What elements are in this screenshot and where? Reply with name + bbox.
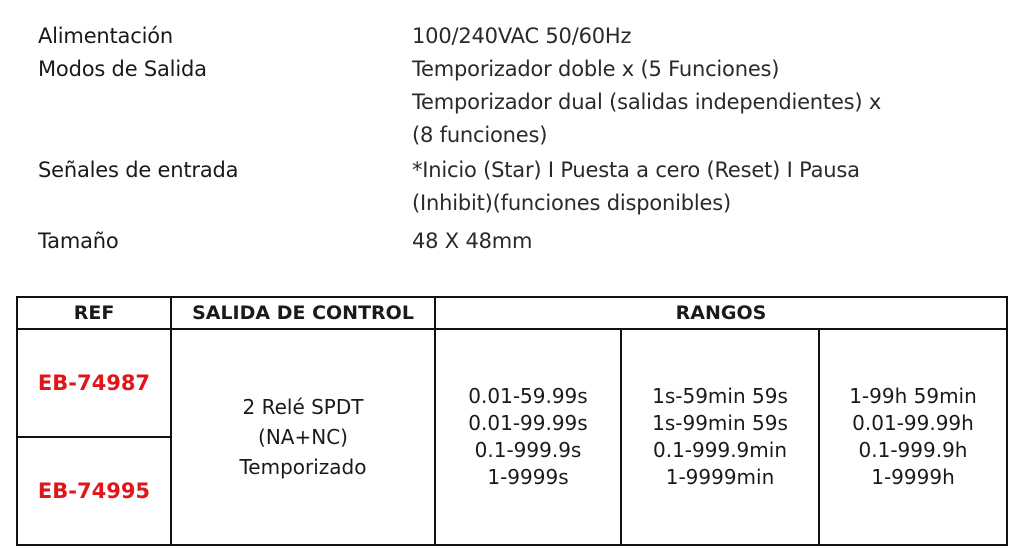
spec-label-size: Tamaño — [38, 229, 119, 253]
spec-value-input-signals-1: *Inicio (Star) I Puesta a cero (Reset) I Pausa — [412, 158, 860, 182]
spec-value-output-modes-2: Temporizador dual (salidas independientes) x — [412, 90, 882, 114]
range-value: 0.01-99.99s — [468, 411, 588, 435]
range-value: 0.1-999.9h — [858, 438, 968, 462]
range-value: 1-9999h — [871, 465, 955, 489]
control-output-line-3: Temporizado — [239, 455, 367, 479]
header-ref: REF — [17, 297, 171, 329]
range-value: 1s-59min 59s — [652, 384, 788, 408]
spec-value-output-modes-3: (8 funciones) — [412, 123, 548, 147]
spec-value-output-modes-1: Temporizador doble x (5 Funciones) — [412, 57, 780, 81]
control-output-line-1: 2 Relé SPDT — [242, 395, 364, 419]
range-value: 0.01-59.99s — [468, 384, 588, 408]
range-value: 0.01-99.99h — [852, 411, 974, 435]
table-header-row — [17, 297, 1007, 329]
range-value: 1s-99min 59s — [652, 411, 788, 435]
control-output-line-2: (NA+NC) — [258, 425, 348, 449]
range-value: 1-99h 59min — [849, 384, 977, 408]
range-value: 0.1-999.9min — [653, 438, 787, 462]
spec-label-input-signals: Señales de entrada — [38, 158, 239, 182]
range-value: 1-9999s — [487, 465, 569, 489]
control-output-cell — [171, 329, 435, 545]
range-value: 0.1-999.9s — [474, 438, 582, 462]
spec-value-power: 100/240VAC 50/60Hz — [412, 24, 632, 48]
spec-value-size: 48 X 48mm — [412, 229, 533, 253]
spec-value-input-signals-2: (Inhibit)(funciones disponibles) — [412, 191, 731, 215]
spec-label-output-modes: Modos de Salida — [38, 57, 207, 81]
spec-label-power: Alimentación — [38, 24, 173, 48]
range-value: 1-9999min — [665, 465, 775, 489]
range-minutes-cell — [621, 329, 819, 545]
header-ranges: RANGOS — [435, 297, 1007, 329]
header-control-output: SALIDA DE CONTROL — [171, 297, 435, 329]
range-seconds-cell — [435, 329, 621, 545]
range-hours-cell — [819, 329, 1007, 545]
table-row — [17, 329, 1007, 437]
ref-code-2: EB-74995 — [17, 437, 171, 545]
ref-code-1: EB-74987 — [17, 329, 171, 437]
ranges-table — [16, 296, 1008, 546]
